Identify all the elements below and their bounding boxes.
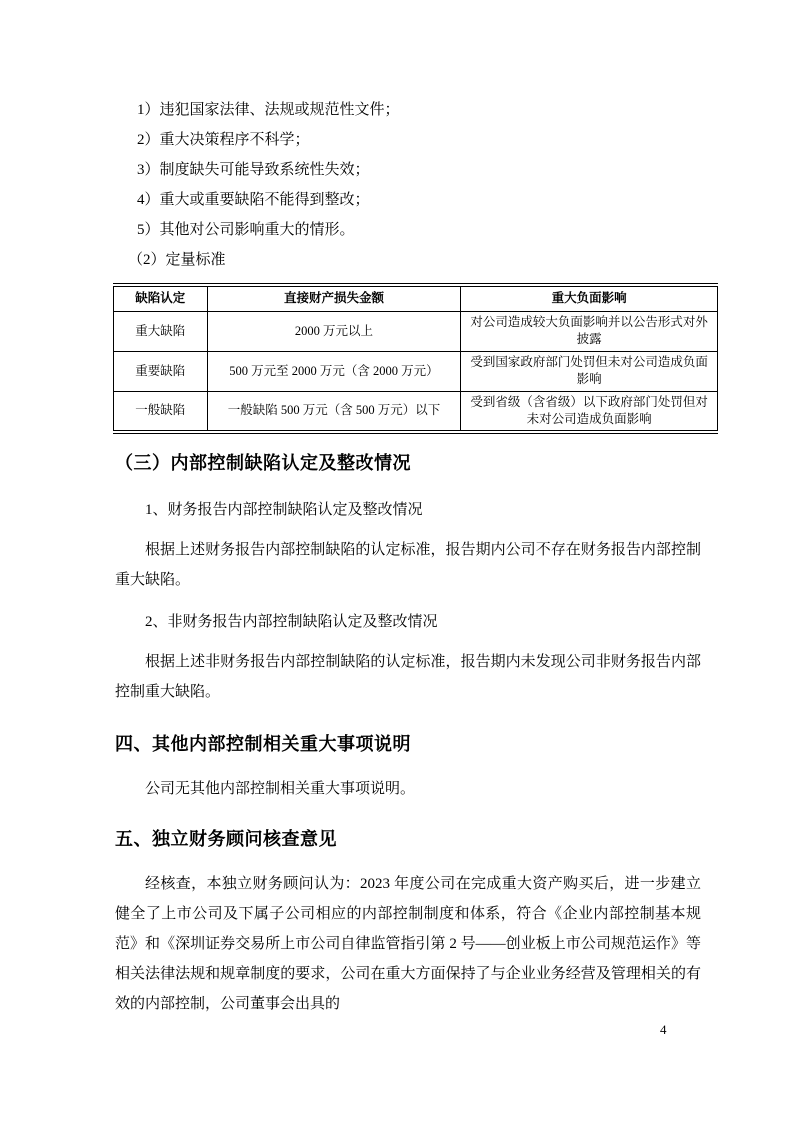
table-cell: 500 万元至 2000 万元（含 2000 万元） [207,351,461,391]
list-item: 1）违犯国家法律、法规或规范性文件； [137,102,400,118]
section3-sub1-paragraph: 根据上述财务报告内部控制缺陷的认定标准，报告期内公司不存在财务报告内部控制重大缺陷。 [115,541,701,588]
table-header-cell: 直接财产损失金额 [207,285,461,311]
page-number: 4 [660,1022,667,1037]
table-cell: 一般缺陷 [114,391,208,432]
defect-criteria-table [113,283,718,434]
table-row [114,311,718,351]
table-header-cell: 缺陷认定 [114,285,208,311]
section3-heading: （三）内部控制缺陷认定及整改情况 [115,452,411,474]
list-item: 2）重大决策程序不科学； [137,132,310,148]
section5-heading: 五、独立财务顾问核查意见 [115,828,337,850]
section4-paragraph: 公司无其他内部控制相关重大事项说明。 [145,780,416,797]
table-row [114,391,718,432]
list-item: 4）重大或重要缺陷不能得到整改； [137,192,370,208]
table-header-row [114,285,718,311]
qualitative-criteria-list [115,95,701,245]
table-cell: 对公司造成较大负面影响并以公告形式对外披露 [461,311,718,351]
table-cell: 受到省级（含省级）以下政府部门处罚但对未对公司造成负面影响 [461,391,718,432]
section3-sub2-heading: 2、非财务报告内部控制缺陷认定及整改情况 [145,613,438,630]
table-cell: 一般缺陷 500 万元（含 500 万元）以下 [207,391,461,432]
section3-sub1-heading: 1、财务报告内部控制缺陷认定及整改情况 [145,501,423,518]
table-cell: 受到国家政府部门处罚但未对公司造成负面影响 [461,351,718,391]
table-header-cell: 重大负面影响 [461,285,718,311]
table-cell: 2000 万元以上 [207,311,461,351]
section3-sub2-paragraph: 根据上述非财务报告内部控制缺陷的认定标准，报告期内未发现公司非财务报告内部控制重大缺陷。 [115,653,701,700]
table-cell: 重大缺陷 [114,311,208,351]
list-item: 5）其他对公司影响重大的情形。 [137,222,355,238]
list-item: 3）制度缺失可能导致系统性失效； [137,162,370,178]
page-content [115,95,708,1019]
table-cell: 重要缺陷 [114,351,208,391]
section5-paragraph: 经核查，本独立财务顾问认为：2023 年度公司在完成重大资产购买后，进一步建立健全了上市公司及下属子公司相应的内部控制制度和体系，符合《企业内部控制基本规范》和《深圳证券交易所上市公司自律监管指引第 2 号——创业板上市公司规范运作》等相关法律法规和规章制度的要求，公司在重大方面保持了与企业业务经营及管理相关的有效的内部控制，公司董事会出具的 [115,875,701,1012]
quantitative-criteria-label: （2）定量标准 [128,252,226,268]
table-row [114,351,718,391]
section4-heading: 四、其他内部控制相关重大事项说明 [115,733,411,755]
